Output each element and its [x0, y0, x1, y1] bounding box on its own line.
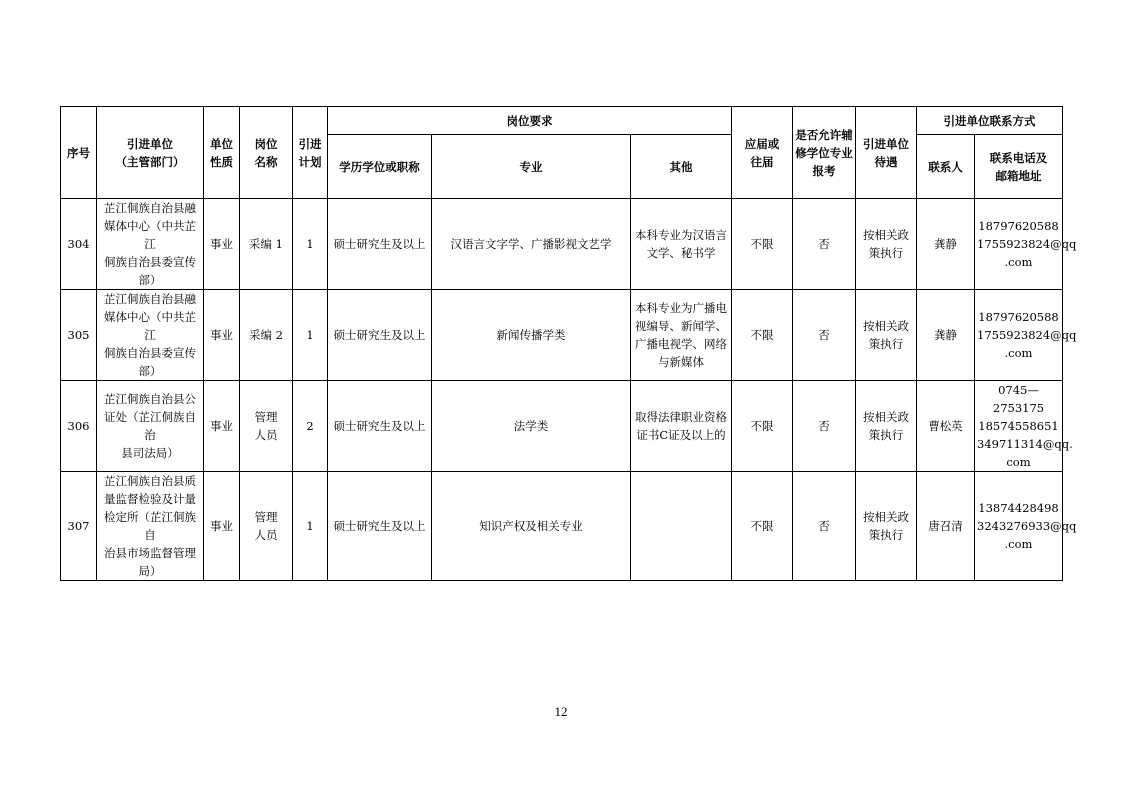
cell-phone-line: .com: [1004, 346, 1033, 360]
cell-contact: [917, 199, 975, 290]
cell-plan-text: 1: [306, 328, 314, 342]
header-contact-group: 引进单位联系方式: [917, 107, 1063, 135]
cell-grad: [732, 290, 793, 381]
cell-unit-line: 量监督检验及计量: [104, 492, 196, 506]
cell-education-text: 硕士研究生及以上: [333, 419, 426, 433]
header-nature: 单位 性质: [204, 107, 240, 199]
cell-unit-line: 检定所（芷江侗族自: [104, 510, 196, 542]
cell-position-line: 管理: [254, 410, 278, 424]
header-major: 专业: [432, 135, 631, 199]
cell-nature-text: 事业: [210, 419, 233, 433]
cell-seq-text: 307: [67, 519, 90, 533]
header-treatment: 引进单位 待遇: [856, 107, 917, 199]
cell-nature-text: 事业: [210, 237, 233, 251]
cell-education-text: 硕士研究生及以上: [333, 519, 426, 533]
cell-treatment-line: 按相关政: [863, 510, 909, 524]
cell-plan: [293, 199, 328, 290]
cell-other-line: 证书C证及以上的: [636, 428, 726, 442]
header-phone: 联系电话及 邮箱地址: [975, 135, 1063, 199]
cell-seq: [61, 199, 97, 290]
cell-unit: [97, 472, 204, 581]
cell-grad-text: 不限: [750, 419, 774, 433]
cell-major-text: 法学类: [513, 419, 549, 433]
cell-phone-line: 18574558651: [978, 419, 1059, 433]
cell-position: [240, 290, 293, 381]
cell-position-line: 采编 2: [249, 328, 283, 342]
cell-major: [432, 381, 631, 472]
cell-nature: [204, 381, 240, 472]
cell-treatment: [856, 199, 917, 290]
cell-grad: [732, 472, 793, 581]
cell-minor: [793, 290, 856, 381]
table-body: [61, 199, 1077, 581]
table-row: [61, 381, 1063, 472]
cell-unit-line: 局）: [138, 564, 162, 578]
cell-position: [240, 199, 293, 290]
cell-education-text: 硕士研究生及以上: [333, 237, 426, 251]
header-requirements: 岗位要求: [328, 107, 732, 135]
cell-phone-line: 18797620588: [978, 219, 1059, 233]
cell-other: [631, 381, 732, 472]
cell-major-text: 汉语言文字学、广播影视文艺学: [450, 237, 612, 251]
cell-education: [328, 381, 432, 472]
cell-other-line: 本科专业为汉语言: [635, 228, 727, 242]
cell-phone: [975, 199, 1077, 290]
cell-plan: [293, 381, 328, 472]
cell-other-line: 与新媒体: [658, 355, 704, 369]
header-row-1: [61, 107, 1063, 135]
cell-unit: [97, 290, 204, 381]
cell-plan: [293, 472, 328, 581]
cell-unit-line: 治县市场监督管理: [104, 546, 196, 560]
table-row: [61, 199, 1063, 290]
cell-nature: [204, 199, 240, 290]
cell-nature: [204, 290, 240, 381]
cell-contact: [917, 472, 975, 581]
cell-unit: [97, 381, 204, 472]
cell-position-line: 人员: [254, 528, 278, 542]
cell-other: [631, 199, 732, 290]
cell-unit-line: 芷江侗族自治县融: [104, 201, 196, 215]
cell-unit-line: 部）: [138, 273, 162, 287]
cell-treatment: [856, 472, 917, 581]
cell-other: [631, 472, 732, 581]
cell-other-line: 广播电视学、网络: [635, 337, 727, 351]
cell-minor-text: 否: [818, 237, 830, 251]
cell-grad: [732, 381, 793, 472]
cell-phone-line: 18797620588: [978, 310, 1059, 324]
cell-unit-line: 媒体中心（中共芷江: [104, 219, 196, 251]
cell-seq-text: 306: [67, 419, 90, 433]
cell-seq: [61, 381, 97, 472]
cell-treatment: [856, 381, 917, 472]
cell-unit-line: 媒体中心（中共芷江: [104, 310, 196, 342]
cell-phone-line: com: [1006, 455, 1031, 469]
cell-phone-line: 1755923824@qq: [977, 237, 1077, 251]
cell-grad: [732, 199, 793, 290]
cell-other-line: 视编导、新闻学、: [635, 319, 727, 333]
cell-contact-text: 唐召清: [928, 519, 963, 533]
cell-seq: [61, 472, 97, 581]
cell-grad-text: 不限: [750, 237, 774, 251]
cell-seq: [61, 290, 97, 381]
cell-contact-text: 曹松英: [928, 419, 963, 433]
cell-nature-text: 事业: [210, 328, 233, 342]
cell-position: [240, 381, 293, 472]
cell-phone-line: 3243276933@qq: [977, 519, 1077, 533]
cell-nature-text: 事业: [210, 519, 233, 533]
cell-other-line: 文学、秘书学: [646, 246, 716, 260]
header-grad: 应届或 往届: [732, 107, 793, 199]
cell-other-line: 本科专业为广播电: [635, 301, 727, 315]
cell-education: [328, 290, 432, 381]
cell-phone-line: 13874428498: [978, 501, 1059, 515]
cell-unit-line: 芷江侗族自治县质: [104, 474, 196, 488]
table-row: [61, 290, 1063, 381]
cell-unit-line: 侗族自治县委宣传: [104, 346, 196, 360]
cell-education-text: 硕士研究生及以上: [333, 328, 426, 342]
cell-seq-text: 304: [67, 237, 90, 251]
header-position: 岗位 名称: [240, 107, 293, 199]
cell-grad-text: 不限: [750, 519, 774, 533]
header-other: 其他: [631, 135, 732, 199]
cell-treatment-line: 策执行: [868, 528, 904, 542]
cell-treatment: [856, 290, 917, 381]
cell-major: [432, 290, 631, 381]
cell-position: [240, 472, 293, 581]
cell-treatment-line: 策执行: [868, 337, 904, 351]
cell-phone-line: 0745—2753175: [992, 383, 1045, 415]
cell-plan: [293, 290, 328, 381]
header-contact-person: 联系人: [917, 135, 975, 199]
cell-position-line: 管理: [254, 510, 278, 524]
cell-plan-text: 1: [306, 237, 314, 251]
cell-contact-text: 龚静: [934, 237, 957, 251]
cell-phone-line: 1755923824@qq: [977, 328, 1077, 342]
cell-minor: [793, 199, 856, 290]
cell-unit-line: 证处（芷江侗族自治: [104, 410, 196, 442]
cell-contact: [917, 381, 975, 472]
cell-other: [631, 290, 732, 381]
cell-unit-line: 侗族自治县委宣传: [104, 255, 196, 269]
cell-treatment-line: 策执行: [868, 428, 904, 442]
table-row: [61, 472, 1063, 581]
cell-unit-line: 芷江侗族自治县公: [104, 392, 196, 406]
cell-plan-text: 2: [306, 419, 314, 433]
cell-phone: [975, 381, 1073, 472]
cell-treatment-line: 按相关政: [863, 319, 909, 333]
cell-contact: [917, 290, 975, 381]
cell-minor-text: 否: [818, 519, 830, 533]
cell-major-text: 知识产权及相关专业: [479, 519, 583, 533]
cell-education: [328, 472, 432, 581]
cell-unit-line: 部）: [138, 364, 162, 378]
cell-phone-line: .com: [1004, 537, 1033, 551]
cell-unit-line: 芷江侗族自治县融: [104, 292, 196, 306]
cell-treatment-line: 策执行: [868, 246, 904, 260]
cell-plan-text: 1: [306, 519, 314, 533]
cell-minor-text: 否: [818, 419, 830, 433]
cell-phone-line: .com: [1004, 255, 1033, 269]
header-seq: 序号: [61, 107, 97, 199]
cell-position-line: 采编 1: [249, 237, 283, 251]
header-minor: 是否允许辅 修学位专业 报考: [793, 107, 856, 199]
recruitment-table: [60, 106, 1077, 581]
cell-treatment-line: 按相关政: [863, 228, 909, 242]
cell-minor: [793, 472, 856, 581]
page-number: 12: [554, 704, 568, 719]
cell-contact-text: 龚静: [934, 328, 957, 342]
cell-major: [432, 199, 631, 290]
cell-minor: [793, 381, 856, 472]
cell-education: [328, 199, 432, 290]
cell-minor-text: 否: [818, 328, 830, 342]
cell-major-text: 新闻传播学类: [496, 328, 566, 342]
cell-unit-line: 县司法局）: [121, 446, 179, 460]
header-education: 学历学位或职称: [328, 135, 432, 199]
cell-position-line: 人员: [254, 428, 278, 442]
cell-seq-text: 305: [67, 328, 90, 342]
header-plan: 引进 计划: [293, 107, 328, 199]
cell-treatment-line: 按相关政: [863, 410, 909, 424]
cell-grad-text: 不限: [750, 328, 774, 342]
cell-unit: [97, 199, 204, 290]
cell-major: [432, 472, 631, 581]
header-unit: 引进单位 （主管部门）: [97, 107, 204, 199]
cell-phone: [975, 290, 1077, 381]
cell-phone-line: 349711314@qq.: [977, 437, 1073, 451]
cell-nature: [204, 472, 240, 581]
cell-other-line: 取得法律职业资格: [635, 410, 727, 424]
cell-phone: [975, 472, 1077, 581]
